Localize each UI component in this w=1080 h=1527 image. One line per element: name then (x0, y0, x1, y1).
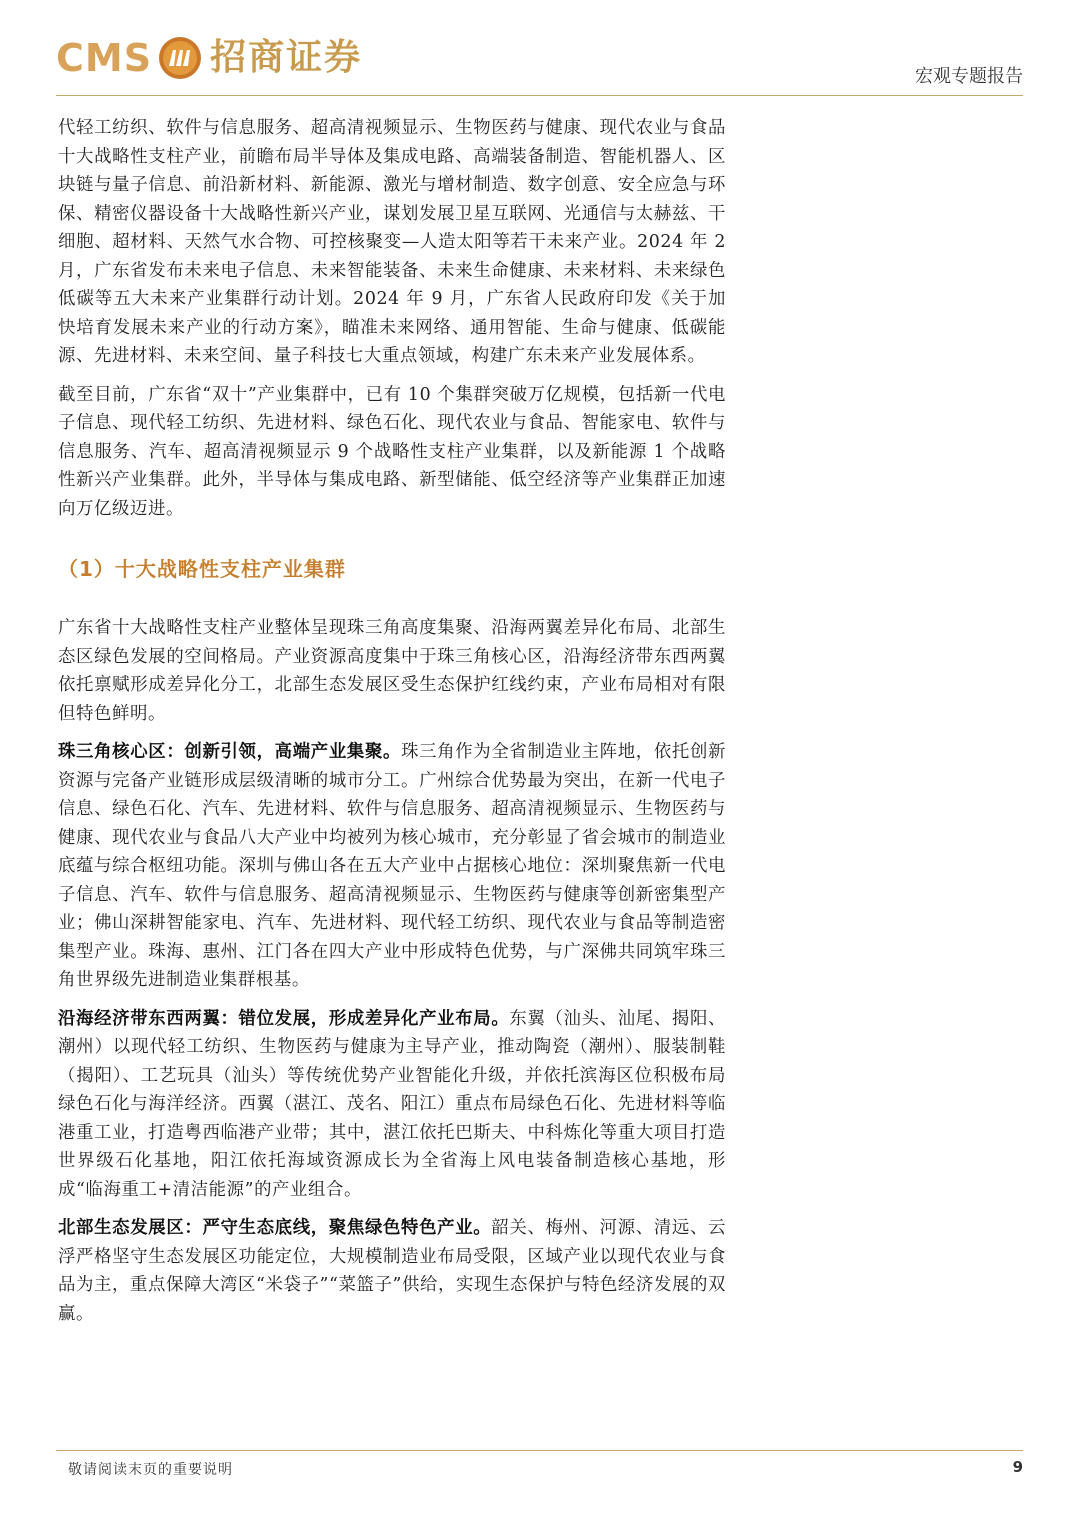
paragraph-body: 韶关、梅州、河源、清远、云浮严格坚守生态发展区功能定位，大规模制造业布局受限，区域产业以现代农业与食品为主，重点保障大湾区“米袋子”“菜篮子”供给，实现生态保护与特色经济发展的双赢。 (58, 1218, 726, 1324)
page-header (0, 0, 1080, 100)
footer-divider (56, 1450, 1023, 1451)
footer-disclaimer: 敬请阅读末页的重要说明 (68, 1462, 233, 1478)
paragraph-spatial-pattern: 广东省十大战略性支柱产业整体呈现珠三角高度集聚、沿海两翼差异化布局、北部生态区绿色发展的空间格局。产业资源高度集中于珠三角核心区，沿海经济带东西两翼依托禀赋形成差异化分工，北部生态发展区受生态保护红线约束，产业布局相对有限但特色鲜明。 (58, 618, 726, 724)
paragraph-lead: 珠三角核心区：创新引领，高端产业集聚。 (58, 742, 402, 762)
section-heading: （1）十大战略性支柱产业集群 (58, 557, 346, 581)
cms-logo (56, 36, 362, 80)
main-content (58, 114, 726, 1338)
paragraph-body: 东翼（汕头、汕尾、揭阳、潮州）以现代轻工纺织、生物医药与健康为主导产业，推动陶瓷（潮州）、服装制鞋（揭阳）、工艺玩具（汕头）等传统优势产业智能化升级，并依托滨海区位积极布局绿色石化与海洋经济。西翼（湛江、茂名、阳江）重点布局绿色石化、先进材料等临港重工业，打造粤西临港产业带；其中，湛江依托巴斯夫、中科炼化等重大项目打造世界级石化基地，阳江依托海域资源成长为全省海上风电装备制造核心基地，形成“临海重工+清洁能源”的产业组合。 (58, 1008, 726, 1200)
paragraph-body: 珠三角作为全省制造业主阵地，依托创新资源与完备产业链形成层级清晰的城市分工。广州综合优势最为突出，在新一代电子信息、绿色石化、汽车、先进材料、软件与信息服务、超高清视频显示、生物医药与健康、现代农业与食品八大产业中均被列为核心城市，充分彰显了省会城市的制造业底蕴与综合枢纽功能。深圳与佛山各在五大产业中占据核心地位：深圳聚焦新一代电子信息、汽车、软件与信息服务、超高清视频显示、生物医药与健康等创新密集型产业；佛山深耕智能家电、汽车、先进材料、现代轻工纺织、现代农业与食品等制造密集型产业。珠海、惠州、江门各在四大产业中形成特色优势，与广深佛共同筑牢珠三角世界级先进制造业集群根基。 (58, 742, 726, 990)
paragraph-lead: 沿海经济带东西两翼：错位发展，形成差异化产业布局。 (58, 1008, 510, 1029)
paragraph-lead: 北部生态发展区：严守生态底线，聚焦绿色特色产业。 (58, 1218, 492, 1238)
logo-chinese-text: 招商证券 (210, 37, 363, 78)
paragraph-northern-eco-zone (58, 1214, 726, 1328)
paragraph-trillion-clusters: 截至目前，广东省“双十”产业集群中，已有 10 个集群突破万亿规模，包括新一代电子信息、现代轻工纺织、先进材料、绿色石化、现代农业与食品、智能家电、软件与信息服务、汽车、超高清视频显示 9 个战略性支柱产业集群，以及新能源 1 个战略性新兴产业集群。此外，半导体与集成电路、新型储能、低空经济等产业集群正加速向万亿级迈进。 (58, 384, 726, 519)
report-type-label: 宏观专题报告 (915, 66, 1023, 87)
paragraph-pearl-river-delta (58, 738, 726, 995)
logo-emblem-icon (158, 36, 202, 80)
logo-latin-text: CMS (56, 36, 153, 80)
paragraph-industry-overview: 代轻工纺织、软件与信息服务、超高清视频显示、生物医药与健康、现代农业与食品十大战略性支柱产业，前瞻布局半导体及集成电路、高端装备制造、智能机器人、区块链与量子信息、前沿新材料、新能源、激光与增材制造、数字创意、安全应急与环保、精密仪器设备十大战略性新兴产业，谋划发展卫星互联网、光通信与太赫兹、干细胞、超材料、天然气水合物、可控核聚变—人造太阳等若干未来产业。2024 年 2 月，广东省发布未来电子信息、未来智能装备、未来生命健康、未来材料、未来绿色低碳等五大未来产业集群行动计划。2024 年 9 月，广东省人民政府印发《关于加快培育发展未来产业的行动方案》，瞄准未来网络、通用智能、生命与健康、低碳能源、先进材料、未来空间、量子科技七大重点领域，构建广东未来产业发展体系。 (58, 118, 726, 366)
paragraph-coastal-wings (58, 1005, 726, 1205)
header-divider (56, 95, 1023, 96)
page-number: 9 (1012, 1458, 1023, 1476)
